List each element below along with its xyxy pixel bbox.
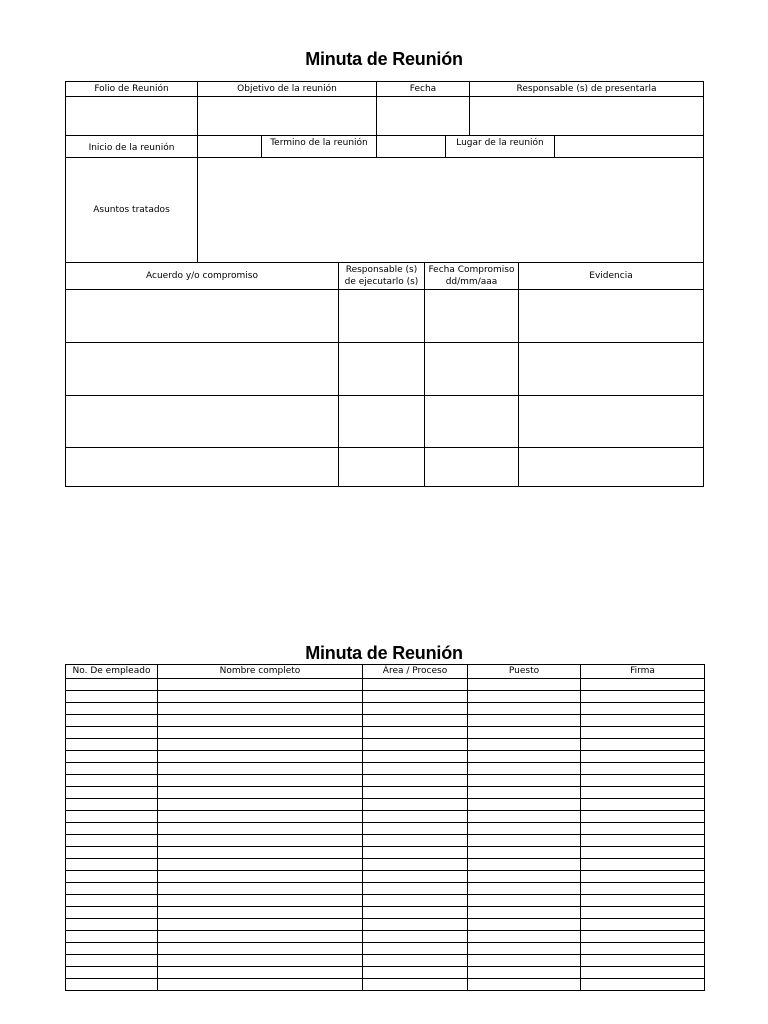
no-empleado-field[interactable] [66, 847, 158, 859]
attendance-row [66, 967, 705, 979]
responsable-ejecutar-line1: Responsable (s) [345, 265, 418, 275]
fecha-compromiso-field[interactable] [424, 395, 519, 448]
puesto-field[interactable] [468, 823, 581, 835]
firma-field[interactable] [581, 739, 705, 751]
area-field[interactable] [363, 895, 468, 907]
no-empleado-field[interactable] [66, 871, 158, 883]
no-empleado-field[interactable] [66, 883, 158, 895]
no-empleado-field[interactable] [66, 811, 158, 823]
evidencia-field[interactable] [518, 342, 704, 396]
asuntos-label: Asuntos tratados [65, 157, 198, 263]
responsable-ejecutar-header [338, 262, 425, 290]
puesto-field[interactable] [468, 895, 581, 907]
no-empleado-field[interactable] [66, 679, 158, 691]
nombre-field[interactable] [158, 775, 363, 787]
area-field[interactable] [363, 763, 468, 775]
no-empleado-field[interactable] [66, 967, 158, 979]
puesto-field[interactable] [468, 919, 581, 931]
firma-field[interactable] [581, 895, 705, 907]
area-field[interactable] [363, 811, 468, 823]
attendance-row [66, 679, 705, 691]
area-field[interactable] [363, 775, 468, 787]
nombre-field[interactable] [158, 679, 363, 691]
puesto-field[interactable] [468, 787, 581, 799]
acuerdo-field[interactable] [65, 447, 339, 487]
nombre-field[interactable] [158, 955, 363, 967]
col-no-empleado: No. De empleado [66, 665, 158, 679]
attendance-row [66, 775, 705, 787]
fecha-compromiso-line1: Fecha Compromiso [428, 265, 515, 275]
no-empleado-field[interactable] [66, 955, 158, 967]
firma-field[interactable] [581, 751, 705, 763]
col-area: Área / Proceso [363, 665, 468, 679]
nombre-field[interactable] [158, 715, 363, 727]
attendance-table [65, 664, 705, 991]
nombre-field[interactable] [158, 871, 363, 883]
evidencia-header: Evidencia [518, 262, 704, 290]
fecha-compromiso-field[interactable] [424, 342, 519, 396]
firma-field[interactable] [581, 799, 705, 811]
puesto-field[interactable] [468, 907, 581, 919]
no-empleado-field[interactable] [66, 931, 158, 943]
col-firma: Firma [581, 665, 705, 679]
no-empleado-field[interactable] [66, 739, 158, 751]
area-field[interactable] [363, 751, 468, 763]
nombre-field[interactable] [158, 883, 363, 895]
no-empleado-field[interactable] [66, 919, 158, 931]
lugar-label: Lugar de la reunión [445, 135, 555, 158]
firma-field[interactable] [581, 811, 705, 823]
area-field[interactable] [363, 883, 468, 895]
attendance-row [66, 979, 705, 991]
termino-label: Termino de la reunión [261, 135, 377, 158]
termino-field[interactable] [376, 135, 446, 158]
fecha-field[interactable] [376, 96, 470, 136]
puesto-field[interactable] [468, 979, 581, 991]
area-field[interactable] [363, 823, 468, 835]
lugar-field[interactable] [554, 135, 704, 158]
puesto-field[interactable] [468, 811, 581, 823]
firma-field[interactable] [581, 775, 705, 787]
area-field[interactable] [363, 943, 468, 955]
firma-field[interactable] [581, 847, 705, 859]
no-empleado-field[interactable] [66, 979, 158, 991]
fecha-compromiso-line2: dd/mm/aaa [445, 277, 498, 287]
area-field[interactable] [363, 787, 468, 799]
no-empleado-field[interactable] [66, 775, 158, 787]
nombre-field[interactable] [158, 847, 363, 859]
puesto-field[interactable] [468, 835, 581, 847]
puesto-field[interactable] [468, 739, 581, 751]
attendance-row [66, 727, 705, 739]
puesto-field[interactable] [468, 943, 581, 955]
asuntos-field[interactable] [197, 157, 704, 263]
area-field[interactable] [363, 847, 468, 859]
attendance-row [66, 943, 705, 955]
nombre-field[interactable] [158, 763, 363, 775]
no-empleado-field[interactable] [66, 895, 158, 907]
puesto-field[interactable] [468, 727, 581, 739]
firma-field[interactable] [581, 859, 705, 871]
nombre-field[interactable] [158, 703, 363, 715]
attendance-row [66, 871, 705, 883]
nombre-field[interactable] [158, 691, 363, 703]
nombre-field[interactable] [158, 895, 363, 907]
objetivo-header: Objetivo de la reunión [197, 81, 377, 97]
puesto-field[interactable] [468, 751, 581, 763]
evidencia-field[interactable] [518, 395, 704, 448]
puesto-field[interactable] [468, 883, 581, 895]
nombre-field[interactable] [158, 835, 363, 847]
inicio-label: Inicio de la reunión [65, 135, 198, 158]
col-nombre: Nombre completo [158, 665, 363, 679]
attendance-row [66, 691, 705, 703]
folio-field[interactable] [65, 96, 198, 136]
firma-field[interactable] [581, 679, 705, 691]
area-field[interactable] [363, 919, 468, 931]
puesto-field[interactable] [468, 871, 581, 883]
attendance-row [66, 847, 705, 859]
no-empleado-field[interactable] [66, 907, 158, 919]
area-field[interactable] [363, 979, 468, 991]
nombre-field[interactable] [158, 727, 363, 739]
firma-field[interactable] [581, 727, 705, 739]
area-field[interactable] [363, 835, 468, 847]
nombre-field[interactable] [158, 811, 363, 823]
nombre-field[interactable] [158, 751, 363, 763]
nombre-field[interactable] [158, 967, 363, 979]
firma-field[interactable] [581, 787, 705, 799]
firma-field[interactable] [581, 907, 705, 919]
area-field[interactable] [363, 703, 468, 715]
responsable-ejecutar-field[interactable] [338, 395, 425, 448]
responsable-ejecutar-field[interactable] [338, 447, 425, 487]
firma-field[interactable] [581, 835, 705, 847]
nombre-field[interactable] [158, 739, 363, 751]
attendance-row [66, 919, 705, 931]
area-field[interactable] [363, 931, 468, 943]
puesto-field[interactable] [468, 763, 581, 775]
attendance-row [66, 859, 705, 871]
puesto-field[interactable] [468, 847, 581, 859]
firma-field[interactable] [581, 931, 705, 943]
attendance-row [66, 715, 705, 727]
responsable-ejecutar-line2: de ejecutarlo (s) [344, 277, 419, 287]
firma-field[interactable] [581, 943, 705, 955]
attendance-row [66, 787, 705, 799]
area-field[interactable] [363, 691, 468, 703]
no-empleado-field[interactable] [66, 715, 158, 727]
attendance-row [66, 823, 705, 835]
firma-field[interactable] [581, 823, 705, 835]
attendance-row [66, 799, 705, 811]
puesto-field[interactable] [468, 931, 581, 943]
attendance-row [66, 739, 705, 751]
area-field[interactable] [363, 679, 468, 691]
firma-field[interactable] [581, 703, 705, 715]
nombre-field[interactable] [158, 979, 363, 991]
puesto-field[interactable] [468, 955, 581, 967]
area-field[interactable] [363, 859, 468, 871]
firma-field[interactable] [581, 763, 705, 775]
attendance-row [66, 811, 705, 823]
area-field[interactable] [363, 739, 468, 751]
inicio-field[interactable] [197, 135, 262, 158]
firma-field[interactable] [581, 871, 705, 883]
firma-field[interactable] [581, 691, 705, 703]
firma-field[interactable] [581, 979, 705, 991]
attendance-row [66, 883, 705, 895]
nombre-field[interactable] [158, 859, 363, 871]
puesto-field[interactable] [468, 859, 581, 871]
no-empleado-field[interactable] [66, 943, 158, 955]
folio-header: Folio de Reunión [65, 81, 198, 97]
attendance-row [66, 703, 705, 715]
page-title-attendance: Minuta de Reunión [305, 643, 463, 663]
firma-field[interactable] [581, 919, 705, 931]
no-empleado-field[interactable] [66, 787, 158, 799]
no-empleado-field[interactable] [66, 835, 158, 847]
nombre-field[interactable] [158, 931, 363, 943]
col-puesto: Puesto [468, 665, 581, 679]
fecha-compromiso-header [424, 262, 519, 290]
nombre-field[interactable] [158, 799, 363, 811]
responsable-header: Responsable (s) de presentarla [469, 81, 704, 97]
no-empleado-field[interactable] [66, 859, 158, 871]
responsable-ejecutar-field[interactable] [338, 342, 425, 396]
objetivo-field[interactable] [197, 96, 377, 136]
puesto-field[interactable] [468, 715, 581, 727]
attendance-row [66, 895, 705, 907]
area-field[interactable] [363, 871, 468, 883]
puesto-field[interactable] [468, 691, 581, 703]
area-field[interactable] [363, 955, 468, 967]
nombre-field[interactable] [158, 823, 363, 835]
responsable-ejecutar-field[interactable] [338, 289, 425, 343]
area-field[interactable] [363, 907, 468, 919]
acuerdo-header: Acuerdo y/o compromiso [65, 262, 339, 290]
nombre-field[interactable] [158, 943, 363, 955]
no-empleado-field[interactable] [66, 691, 158, 703]
attendance-row [66, 763, 705, 775]
no-empleado-field[interactable] [66, 823, 158, 835]
attendance-row [66, 751, 705, 763]
firma-field[interactable] [581, 715, 705, 727]
no-empleado-field[interactable] [66, 727, 158, 739]
puesto-field[interactable] [468, 799, 581, 811]
page-title: Minuta de Reunión [305, 49, 463, 69]
attendance-header-row [66, 665, 705, 679]
puesto-field[interactable] [468, 967, 581, 979]
no-empleado-field[interactable] [66, 751, 158, 763]
evidencia-field[interactable] [518, 289, 704, 343]
evidencia-field[interactable] [518, 447, 704, 487]
puesto-field[interactable] [468, 775, 581, 787]
attendance-row [66, 931, 705, 943]
acuerdo-field[interactable] [65, 289, 339, 343]
attendance-row [66, 907, 705, 919]
fecha-header: Fecha [376, 81, 470, 97]
no-empleado-field[interactable] [66, 799, 158, 811]
no-empleado-field[interactable] [66, 763, 158, 775]
puesto-field[interactable] [468, 703, 581, 715]
area-field[interactable] [363, 727, 468, 739]
firma-field[interactable] [581, 883, 705, 895]
nombre-field[interactable] [158, 787, 363, 799]
puesto-field[interactable] [468, 679, 581, 691]
acuerdo-field[interactable] [65, 395, 339, 448]
attendance-row [66, 835, 705, 847]
nombre-field[interactable] [158, 907, 363, 919]
attendance-row [66, 955, 705, 967]
no-empleado-field[interactable] [66, 703, 158, 715]
firma-field[interactable] [581, 955, 705, 967]
nombre-field[interactable] [158, 919, 363, 931]
fecha-compromiso-field[interactable] [424, 289, 519, 343]
area-field[interactable] [363, 967, 468, 979]
firma-field[interactable] [581, 967, 705, 979]
area-field[interactable] [363, 799, 468, 811]
acuerdo-field[interactable] [65, 342, 339, 396]
area-field[interactable] [363, 715, 468, 727]
responsable-field[interactable] [469, 96, 704, 136]
fecha-compromiso-field[interactable] [424, 447, 519, 487]
